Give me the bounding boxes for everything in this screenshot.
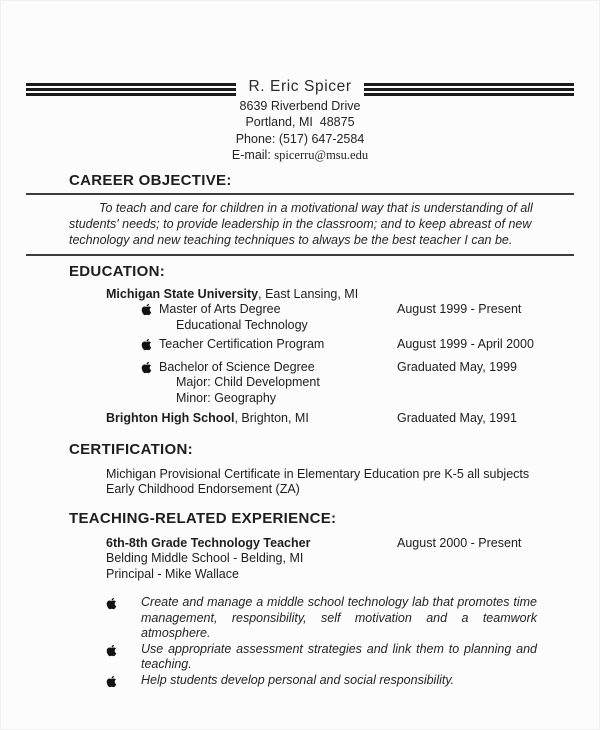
resume-header [26, 79, 574, 95]
degree-title: Master of Arts Degree [159, 302, 281, 316]
email-value: spicerru@msu.edu [274, 148, 369, 162]
duty-item [1, 642, 599, 673]
apple-bullet-icon [106, 644, 117, 657]
duty-text: Use appropriate assessment strategies and link them to planning and teaching. [141, 641, 537, 671]
address-line-1: 8639 Riverbend Drive [239, 98, 361, 113]
education-item [1, 337, 599, 353]
job-date: August 2000 - Present [397, 535, 522, 550]
school-date: Graduated May, 1991 [397, 411, 517, 425]
duty-item [1, 673, 599, 689]
certification-line: Early Childhood Endorsement (ZA) [106, 482, 300, 496]
divider-above-education [26, 254, 574, 256]
degree-title: Teacher Certification Program [159, 337, 325, 351]
phone-label: Phone: [235, 131, 276, 146]
apple-bullet-icon [106, 675, 117, 688]
school-entry [1, 287, 599, 303]
email-label: E-mail: [231, 148, 271, 162]
section-heading-experience: TEACHING-RELATED EXPERIENCE: [69, 509, 337, 527]
career-objective-text: To teach and care for children in a motivational way that is understanding of all students' needs; to provide leadership in the classroom; and to keep abreast of new technology and new teaching techniques to always be the best teacher I can be. [69, 200, 533, 247]
job-title: 6th-8th Grade Technology Teacher [106, 535, 311, 550]
degree-date: Graduated May, 1999 [397, 359, 517, 374]
school-location: , East Lansing, MI [258, 286, 359, 301]
section-heading-education: EDUCATION: [69, 262, 166, 280]
duty-text: Help students develop personal and social responsibility. [141, 672, 455, 687]
school-name: Brighton High School [106, 411, 235, 425]
degree-subline: Minor: Geography [176, 390, 277, 405]
school-name: Michigan State University [106, 286, 259, 301]
job-title-row [1, 536, 599, 552]
address-line-2: Portland, MI 48875 [245, 115, 355, 129]
duty-item [1, 595, 599, 642]
email-line [1, 147, 599, 164]
degree-subline: Major: Child Development [176, 375, 320, 389]
section-heading-certification: CERTIFICATION: [69, 440, 193, 458]
contact-block [1, 98, 599, 164]
apple-bullet-icon [141, 338, 152, 351]
apple-bullet-icon [106, 597, 117, 610]
phone-value: (517) 647-2584 [278, 131, 365, 146]
degree-subline: Educational Technology [176, 317, 308, 332]
duty-text: Create and manage a middle school technology lab that promotes time management, responsibility, self motivation and a teamwork atmosphere. [141, 595, 537, 640]
header-rule-left [26, 83, 236, 96]
job-employer: Belding Middle School - Belding, MI [106, 551, 304, 565]
education-item [1, 360, 599, 376]
section-heading-career-objective: CAREER OBJECTIVE: [69, 171, 232, 189]
apple-bullet-icon [141, 361, 152, 374]
job-principal: Principal - Mike Wallace [106, 566, 239, 581]
certification-line: Michigan Provisional Certificate in Elementary Education pre K-5 all subjects [106, 466, 530, 481]
duty-list [1, 595, 599, 688]
school-entry [1, 411, 599, 427]
education-item [1, 302, 599, 318]
school-location: , Brighton, MI [234, 411, 309, 425]
apple-bullet-icon [141, 303, 152, 316]
degree-title: Bachelor of Science Degree [159, 359, 315, 374]
header-rule-right [364, 83, 574, 96]
degree-date: August 1999 - Present [397, 302, 522, 316]
degree-date: August 1999 - April 2000 [397, 337, 534, 351]
phone-line [1, 131, 599, 148]
person-name: R. Eric Spicer [248, 78, 352, 95]
